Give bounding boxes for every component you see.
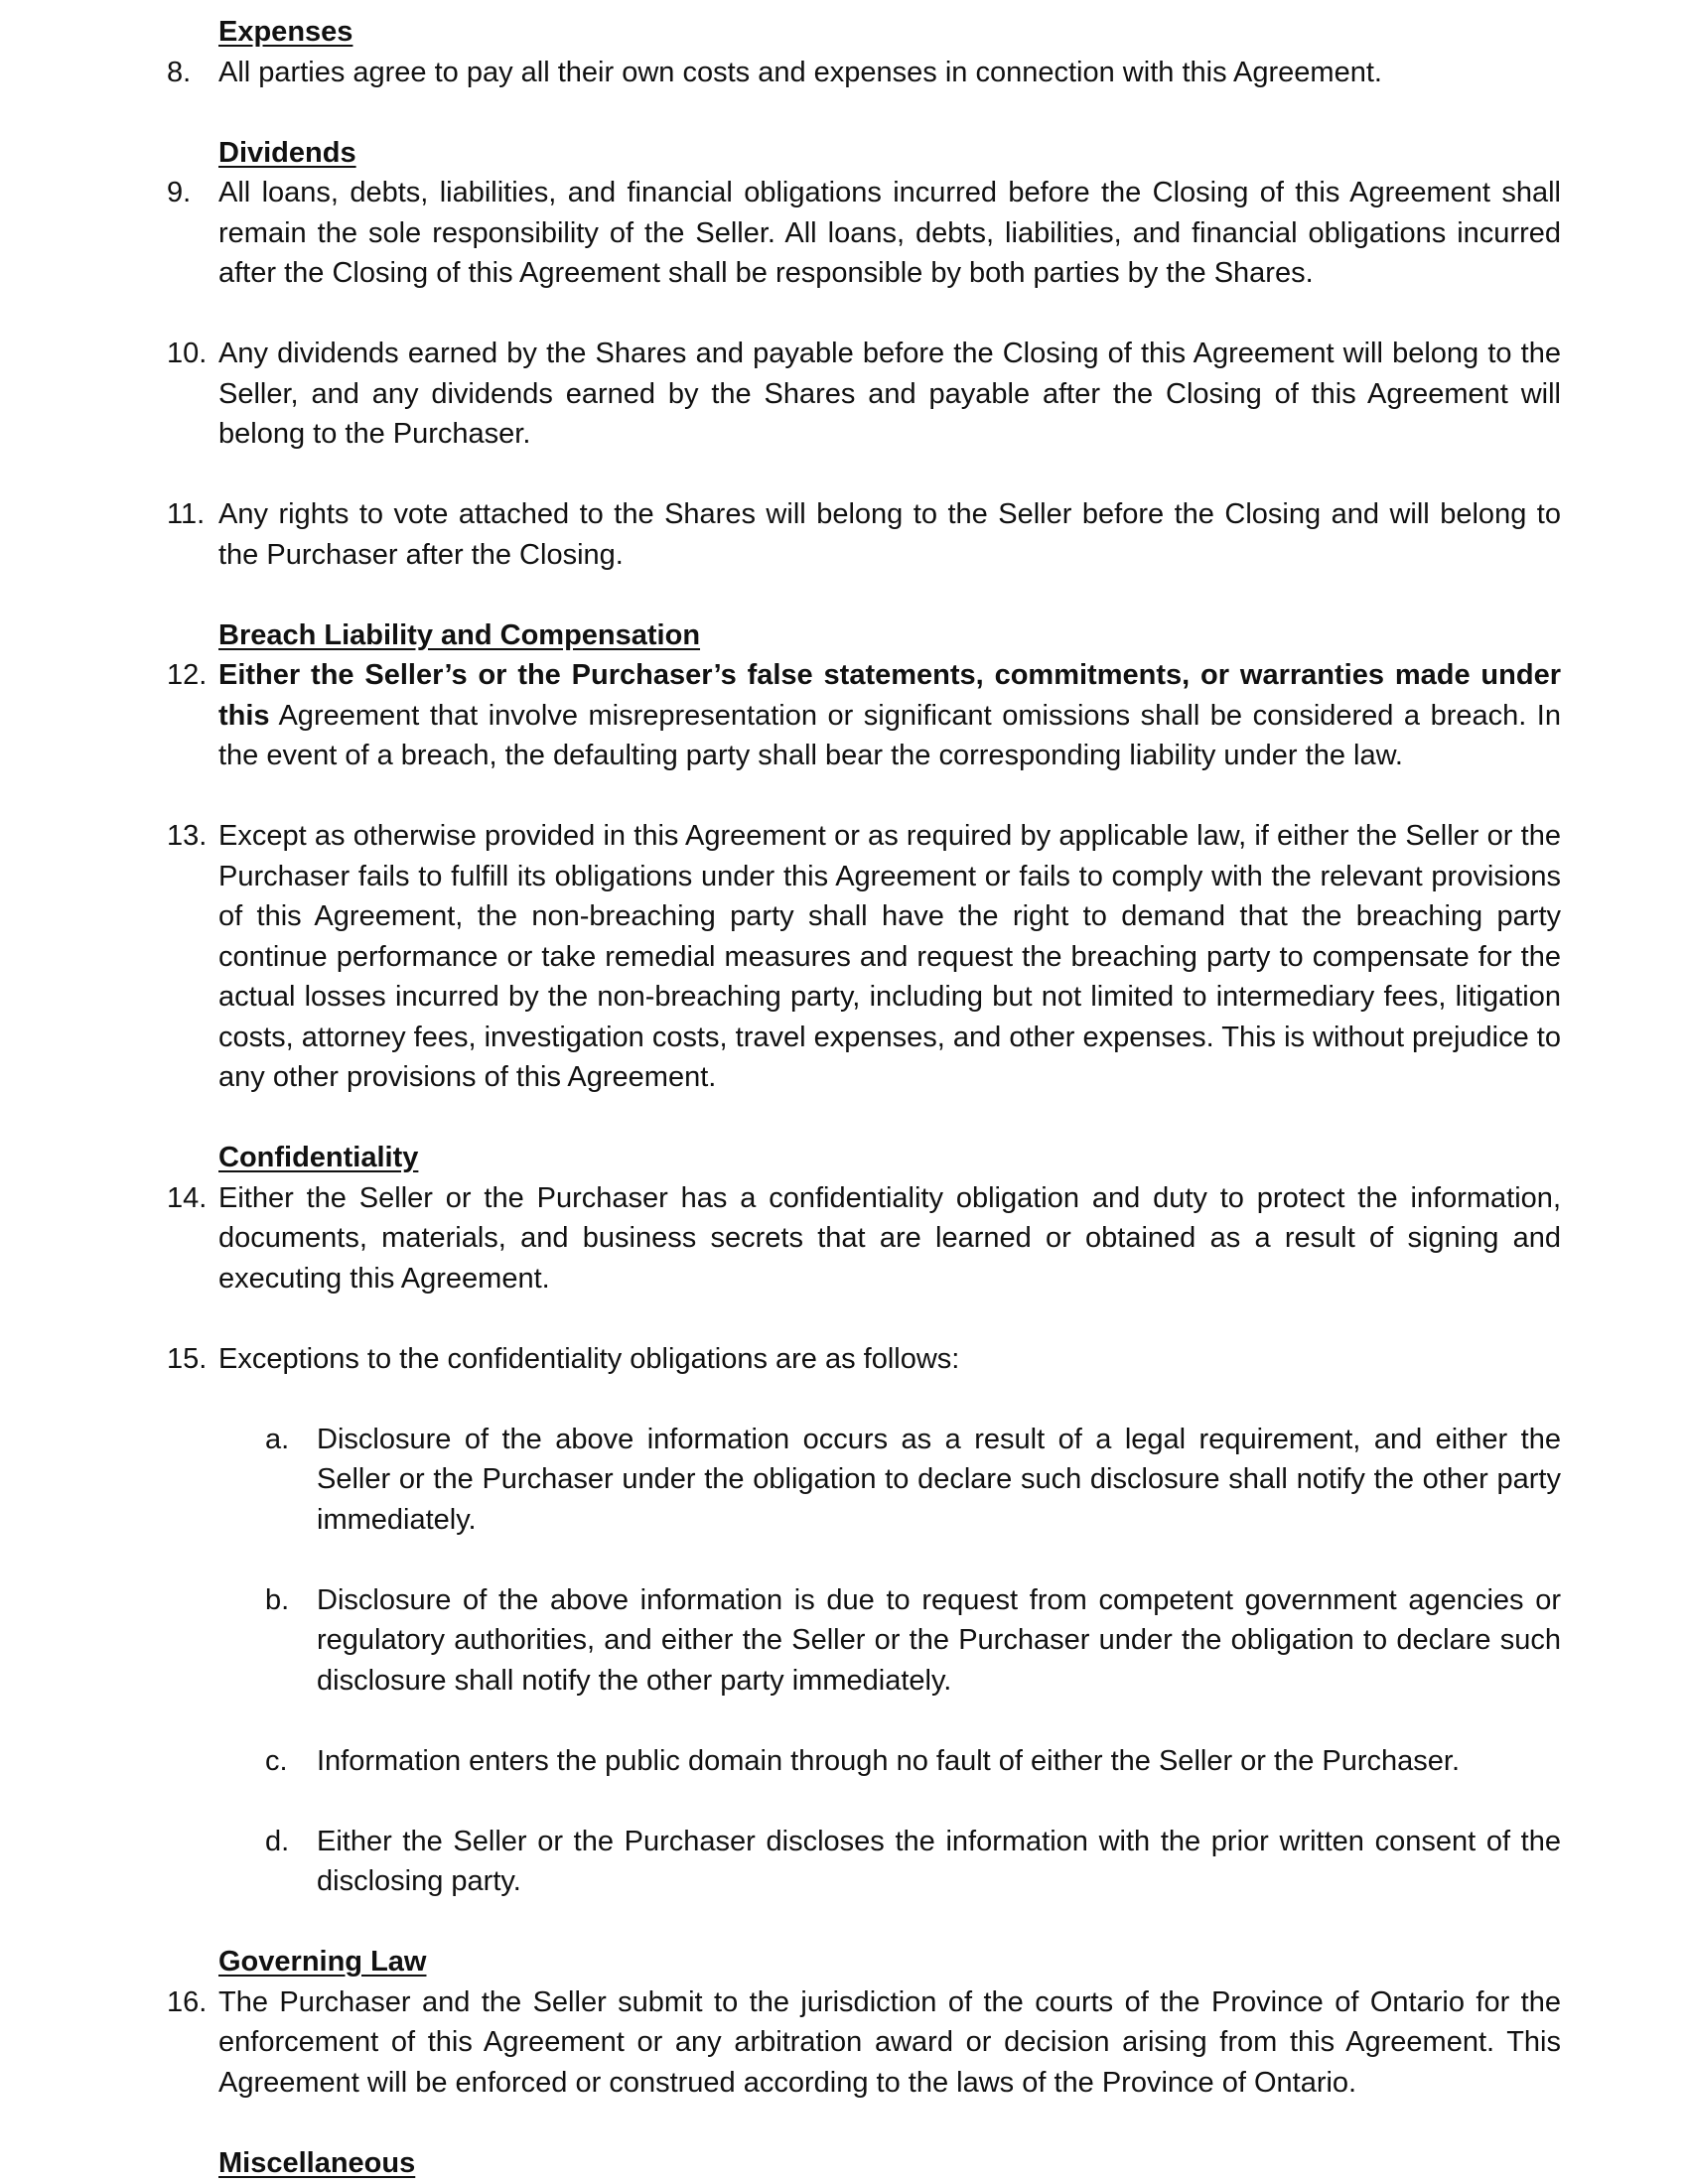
- clause-14: [167, 1178, 1561, 1299]
- clause-number: 15.: [167, 1342, 208, 1375]
- document-body: [167, 12, 1561, 2183]
- subclause-letter: d.: [265, 1825, 290, 1857]
- subclause-text: Either the Seller or the Purchaser discloses the information with the prior written consent of the disclosing party.: [317, 1825, 1561, 1897]
- clause-text: Agreement that involve misrepresentation or significant omissions shall be considered a breach. In the event of a breach, the defaulting party shall bear the corresponding liability under the law.: [218, 699, 1561, 771]
- clause-number: 12.: [167, 659, 208, 691]
- clause-9: [167, 173, 1561, 294]
- clause-text: Except as otherwise provided in this Agreement or as required by applicable law, if either the Seller or the Purchaser fails to fulfill its obligations under this Agreement or fails to comply with the relevant provisions of this Agreement, the non-breaching party shall have the right to demand that the breaching party continue performance or take remedial measures and request the breaching party to compensate for the actual losses incurred by the non-breaching party, including but not limited to intermediary fees, litigation costs, attorney fees, investigation costs, travel expenses, and other expenses. This is without prejudice to any other provisions of this Agreement.: [218, 820, 1561, 1093]
- clause-number: 11.: [167, 498, 206, 530]
- subclause-c: [167, 1741, 1561, 1782]
- subclause-a: [167, 1420, 1561, 1541]
- clause-16: [167, 1982, 1561, 2104]
- clause-text: All loans, debts, liabilities, and financial obligations incurred before the Closing of this Agreement shall remain the sole responsibility of the Seller. All loans, debts, liabilities, and financial obligations incurred after the Closing of this Agreement shall be responsible by both parties by the Shares.: [218, 177, 1561, 289]
- clause-11: [167, 494, 1561, 575]
- clause-text: Either the Seller or the Purchaser has a confidentiality obligation and duty to protect the information, documents, materials, and business secrets that are learned or obtained as a result of signing and executing this Agreement.: [218, 1181, 1561, 1295]
- subclause-b: [167, 1580, 1561, 1702]
- clause-text: All parties agree to pay all their own costs and expenses in connection with this Agreement.: [218, 56, 1382, 88]
- subclause-letter: a.: [265, 1423, 290, 1455]
- clause-lead-text: Either the Seller’s or the Purchaser’s false statements, commitments, or warranties made under this: [218, 659, 1561, 732]
- clause-number: 13.: [167, 820, 208, 852]
- clause-13: [167, 816, 1561, 1098]
- clause-number: 8.: [167, 56, 192, 88]
- clause-text: Any dividends earned by the Shares and payable before the Closing of this Agreement will belong to the Seller, and any dividends earned by the Shares and payable after the Closing of this Agreement will belong to the Purchaser.: [218, 338, 1561, 450]
- clause-number: 10.: [167, 338, 208, 369]
- clause-number: 14.: [167, 1181, 208, 1214]
- clause-15: [167, 1339, 1561, 1380]
- clause-text: Exceptions to the confidentiality obligations are as follows:: [218, 1342, 960, 1375]
- section-heading-governing-law: Governing Law: [218, 1946, 427, 1978]
- subclause-text: Disclosure of the above information occurs as a result of a legal requirement, and either the Seller or the Purchaser under the obligation to declare such disclosure shall notify the other party immediately.: [317, 1423, 1561, 1536]
- subclause-letter: b.: [265, 1583, 290, 1616]
- subclause-text: Disclosure of the above information is due to request from competent government agencies or regulatory authorities, and either the Seller or the Purchaser under the obligation to declare such disclosure shall notify the other party immediately.: [317, 1583, 1561, 1697]
- section-heading-dividends: Dividends: [218, 136, 356, 169]
- section-heading-miscellaneous: Miscellaneous: [218, 2146, 416, 2179]
- subclause-d: [167, 1822, 1561, 1902]
- section-heading-expenses: Expenses: [218, 16, 353, 48]
- clause-number: 9.: [167, 177, 192, 208]
- clause-12: [167, 655, 1561, 776]
- clause-text: The Purchaser and the Seller submit to the jurisdiction of the courts of the Province of Ontario for the enforcement of this Agreement or any arbitration award or decision arising from this Agreement. This Agreement will be enforced or construed according to the laws of the Province of Ontario.: [218, 1985, 1561, 2099]
- section-heading-confidentiality: Confidentiality: [218, 1142, 419, 1173]
- clause-10: [167, 334, 1561, 455]
- subclause-text: Information enters the public domain through no fault of either the Seller or the Purchaser.: [317, 1744, 1461, 1777]
- clause-8: [167, 53, 1561, 93]
- clause-number: 16.: [167, 1985, 208, 2018]
- clause-text: Any rights to vote attached to the Shares will belong to the Seller before the Closing and will belong to the Purchaser after the Closing.: [218, 498, 1561, 571]
- section-heading-breach: Breach Liability and Compensation: [218, 618, 701, 651]
- subclause-letter: c.: [265, 1744, 288, 1777]
